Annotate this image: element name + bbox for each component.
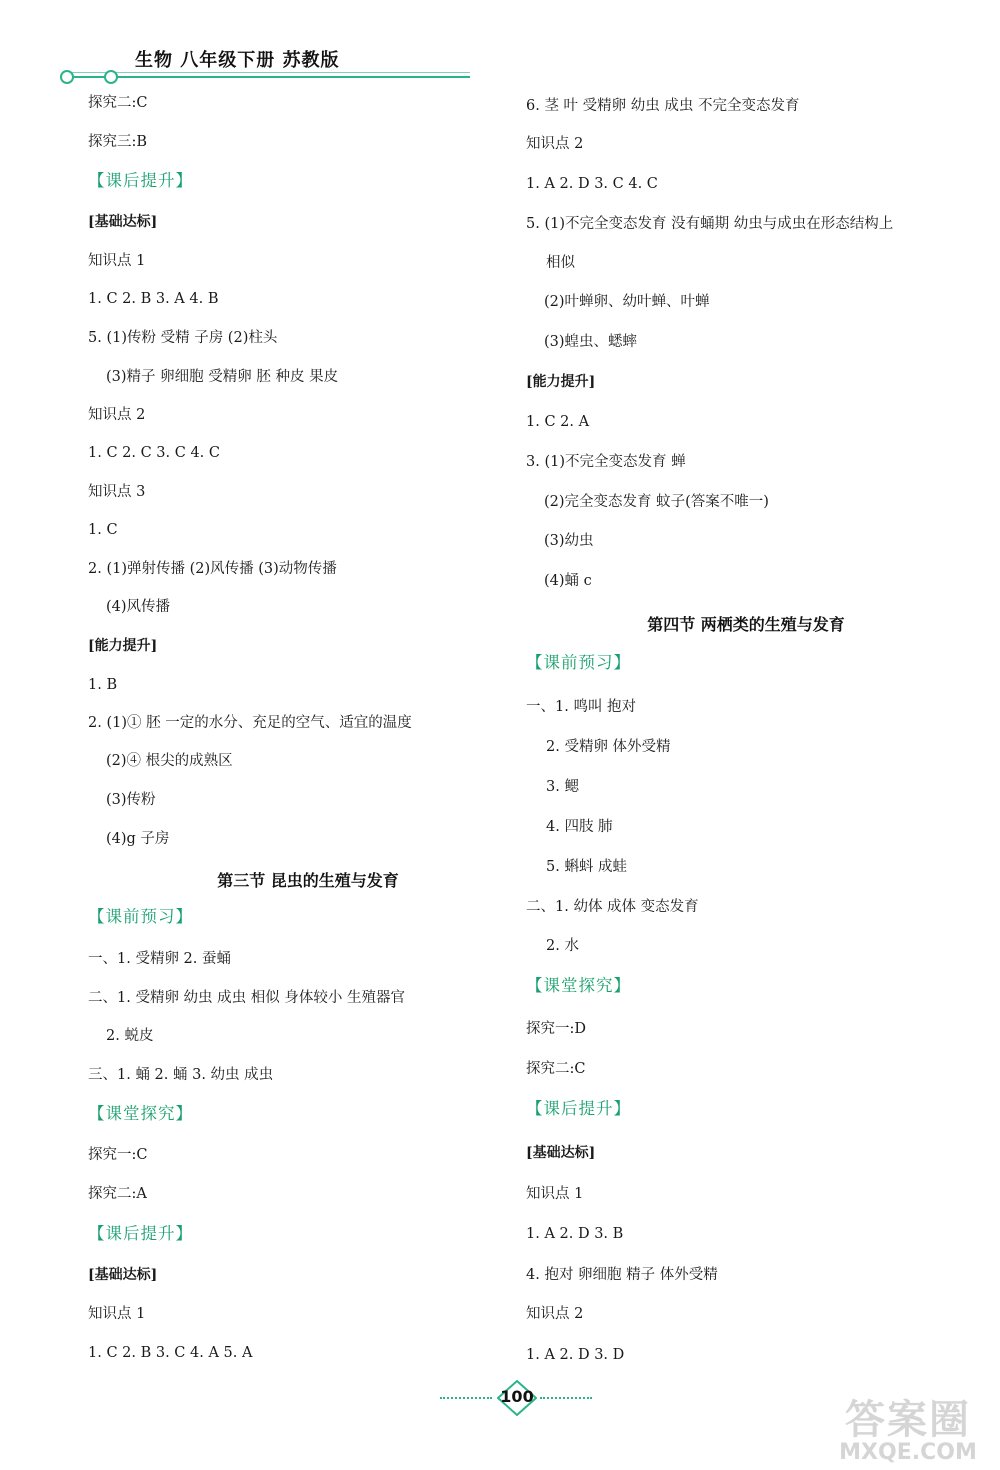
header-rule-thin [70, 72, 470, 73]
answer-line: 5. (1)传粉 受精 子房 (2)柱头 [88, 330, 278, 346]
section-heading: 第四节 两栖类的生殖与发育 [647, 615, 845, 634]
section-heading: 第三节 昆虫的生殖与发育 [217, 871, 399, 890]
page-number: 100 [500, 1387, 534, 1406]
answer-line: 4. 四肢 肺 [546, 819, 613, 835]
subsection-label: [基础达标] [526, 1145, 596, 1161]
footer-dots-right [540, 1397, 592, 1399]
answer-line: 5. (1)不完全变态发育 没有蛹期 幼虫与成虫在形态结构上 [526, 216, 894, 232]
page-number-footer [440, 1378, 600, 1418]
answer-line: 1. C 2. B 3. C 4. A 5. A [88, 1345, 253, 1361]
section-tag: 【课后提升】 [88, 171, 193, 190]
answer-line: (2)④ 根尖的成熟区 [106, 753, 233, 769]
subsection-label: [能力提升] [526, 374, 596, 390]
answer-line: 6. 茎 叶 受精卵 幼虫 成虫 不完全变态发育 [526, 98, 800, 114]
knowledge-point: 知识点 2 [526, 1306, 584, 1322]
answer-line: 一、1. 鸣叫 抱对 [526, 699, 637, 715]
answer-line: 探究一:D [526, 1021, 587, 1037]
subsection-label: [基础达标] [88, 214, 158, 230]
section-tag: 【课堂探究】 [88, 1104, 193, 1123]
knowledge-point: 知识点 1 [88, 1306, 146, 1322]
answer-line: 探究一:C [88, 1147, 148, 1163]
watermark [818, 1388, 998, 1468]
subsection-label: [基础达标] [88, 1267, 158, 1283]
answer-line: (4)蛹 c [544, 573, 592, 589]
page-header [60, 44, 470, 84]
header-ornament-left [60, 70, 74, 84]
answer-line: 2. 受精卵 体外受精 [546, 739, 671, 755]
answer-line: 相似 [546, 255, 575, 271]
knowledge-point: 知识点 3 [88, 484, 146, 500]
answer-line: 探究二:C [526, 1061, 586, 1077]
knowledge-point: 知识点 2 [88, 407, 146, 423]
answer-line: (3)精子 卵细胞 受精卵 胚 种皮 果皮 [106, 369, 339, 385]
answer-line: 2. (1)弹射传播 (2)风传播 (3)动物传播 [88, 561, 337, 577]
answer-line: 探究三:B [88, 134, 148, 150]
answer-line: (3)蝗虫、蟋蟀 [544, 334, 638, 350]
subsection-label: [能力提升] [88, 638, 158, 654]
answer-line: 1. C 2. B 3. A 4. B [88, 291, 219, 307]
answer-line: (3)传粉 [106, 792, 156, 808]
answer-line: 2. 水 [546, 938, 579, 954]
answer-line: 二、1. 受精卵 幼虫 成虫 相似 身体较小 生殖器官 [88, 990, 405, 1006]
answer-line: 一、1. 受精卵 2. 蚕蛹 [88, 951, 231, 967]
answer-line: 3. (1)不完全变态发育 蝉 [526, 454, 686, 470]
answer-line: 4. 抱对 卵细胞 精子 体外受精 [526, 1267, 718, 1283]
book-title: 生物 八年级下册 苏教版 [135, 50, 340, 71]
answer-line: 2. 蜕皮 [106, 1028, 154, 1044]
answer-line: 2. (1)① 胚 一定的水分、充足的空气、适宜的温度 [88, 715, 412, 731]
answer-line: 探究二:C [88, 95, 148, 111]
answer-line: 1. C [88, 522, 118, 538]
answer-line: 1. A 2. D 3. D [526, 1347, 625, 1363]
answer-line: 三、1. 蛹 2. 蛹 3. 幼虫 成虫 [88, 1067, 274, 1083]
answer-line: (4)g 子房 [106, 831, 170, 847]
answer-line: 1. A 2. D 3. B [526, 1226, 624, 1242]
header-rule [70, 76, 470, 78]
answer-line: 1. C 2. A [526, 414, 590, 430]
header-ornament-right [104, 70, 118, 84]
knowledge-point: 知识点 1 [88, 253, 146, 269]
answer-line: 1. C 2. C 3. C 4. C [88, 445, 220, 461]
answer-line: (3)幼虫 [544, 533, 594, 549]
footer-dots-left [440, 1397, 492, 1399]
section-tag: 【课前预习】 [526, 653, 631, 672]
watermark-url: MXQE.COM [839, 1440, 977, 1465]
answer-line: (2)叶蝉卵、幼叶蝉、叶蝉 [544, 294, 710, 310]
answer-line: 二、1. 幼体 成体 变态发育 [526, 899, 699, 915]
answer-line: 5. 蝌蚪 成蛙 [546, 859, 628, 875]
answer-line: 1. A 2. D 3. C 4. C [526, 176, 658, 192]
watermark-text: 答案圈 [845, 1397, 971, 1443]
section-tag: 【课堂探究】 [526, 976, 631, 995]
knowledge-point: 知识点 1 [526, 1186, 584, 1202]
section-tag: 【课后提升】 [526, 1099, 631, 1118]
answer-line: (2)完全变态发育 蚊子(答案不唯一) [544, 494, 769, 510]
answer-line: 探究二:A [88, 1186, 147, 1202]
answer-line: (4)风传播 [106, 599, 171, 615]
answer-line: 1. B [88, 677, 118, 693]
section-tag: 【课前预习】 [88, 907, 193, 926]
section-tag: 【课后提升】 [88, 1224, 193, 1243]
knowledge-point: 知识点 2 [526, 136, 584, 152]
answer-line: 3. 鳃 [546, 779, 579, 795]
